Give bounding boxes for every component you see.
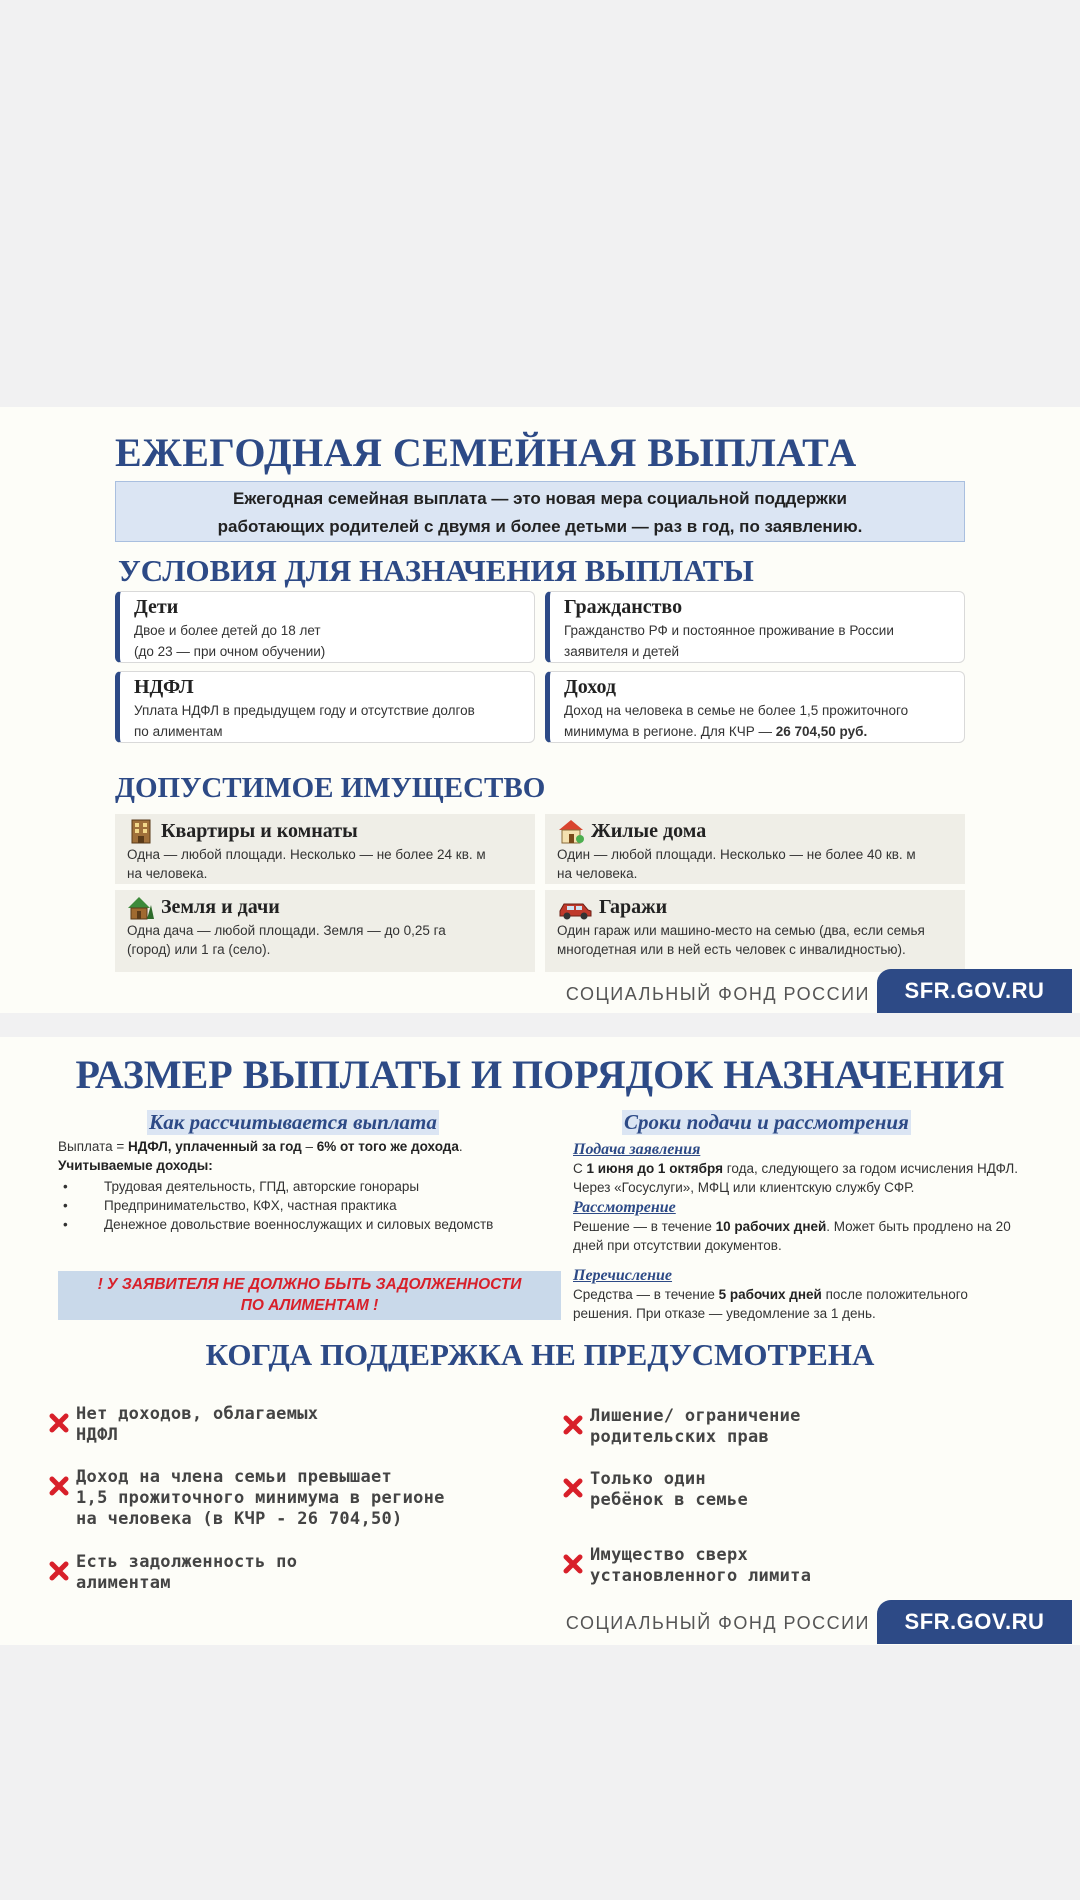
condition-title: Доход [564, 676, 617, 698]
property-text: многодетная или в ней есть человек с инвалидностью). [557, 942, 906, 957]
footer-website-badge: SFR.GOV.RU [877, 969, 1072, 1013]
condition-text: по алиментам [134, 724, 223, 739]
conditions-heading: УСЛОВИЯ ДЛЯ НАЗНАЧЕНИЯ ВЫПЛАТЫ [118, 553, 754, 588]
transfer-heading: Перечисление [573, 1267, 673, 1284]
slide-title: РАЗМЕР ВЫПЛАТЫ И ПОРЯДОК НАЗНАЧЕНИЯ [75, 1052, 1005, 1097]
text-part: . Может быть продлено на 20 [826, 1219, 1011, 1234]
item-line: алиментам [76, 1573, 171, 1593]
property-heading: ДОПУСТИМОЕ ИМУЩЕСТВО [115, 772, 546, 804]
cross-icon [562, 1477, 584, 1499]
property-title: Квартиры и комнаты [161, 819, 358, 842]
text-bold: 1 июня до 1 октября [586, 1161, 723, 1176]
property-card-houses [545, 814, 965, 884]
text-part: года, следующего за годом исчисления НДФЛ. [722, 1161, 1019, 1176]
property-title: Земля и дачи [161, 895, 280, 918]
intro-line: работающих родителей с двумя и более детьми — раз в год, по заявлению. [217, 517, 863, 536]
item-line: 1,5 прожиточного минимума в регионе [76, 1488, 445, 1508]
house-icon [557, 817, 585, 845]
property-text: (город) или 1 га (село). [127, 942, 271, 957]
not-provided-item [562, 1469, 748, 1511]
text-bold: 10 рабочих дней [715, 1219, 827, 1234]
item-line: Доход на члена семьи превышает [76, 1467, 393, 1487]
formula [58, 1137, 528, 1156]
income-label-text: Учитываемые доходы: [58, 1158, 213, 1173]
item-line: ребёнок в семье [590, 1490, 749, 1510]
property-text: Один гараж или машино-место на семью (два, если семья [557, 923, 925, 938]
alimony-alert [58, 1271, 561, 1320]
not-provided-heading: КОГДА ПОДДЕРЖКА НЕ ПРЕДУСМОТРЕНА [205, 1337, 875, 1372]
alert-line: ПО АЛИМЕНТАМ ! [240, 1297, 379, 1314]
review-heading: Рассмотрение [573, 1199, 676, 1216]
apartment-building-icon [127, 817, 155, 845]
condition-text: Двое и более детей до 18 лет [134, 623, 321, 638]
condition-text: (до 23 — при очном обучении) [134, 644, 326, 659]
footer-website-badge: SFR.GOV.RU [877, 1600, 1072, 1644]
slide-family-payment [0, 407, 1080, 1013]
text-part: Решение — в течение [573, 1219, 716, 1234]
cross-icon [48, 1560, 70, 1582]
formula-text: . [458, 1139, 463, 1154]
intro-box [115, 481, 965, 542]
slide-payment-size [0, 1037, 1080, 1645]
property-card-land [115, 890, 535, 972]
property-card-garages [545, 890, 965, 972]
property-text: Один — любой площади. Несколько — не более 40 кв. м [557, 847, 916, 862]
submit-heading: Подача заявления [573, 1141, 701, 1158]
formula-bold: 6% от того же дохода [316, 1139, 459, 1154]
condition-card-ndfl [115, 671, 535, 743]
item-line: родительских прав [590, 1427, 770, 1447]
list-item: • Денежное довольствие военнослужащих и силовых ведомств [58, 1215, 528, 1234]
not-provided-item [562, 1406, 801, 1448]
item-line: Только один [590, 1469, 706, 1489]
transfer-text [573, 1285, 1043, 1304]
not-provided-item [562, 1545, 811, 1587]
terms-subheading: Сроки подачи и рассмотрения [624, 1110, 909, 1134]
condition-text: Гражданство РФ и постоянное проживание в России [564, 623, 894, 638]
not-provided-item [48, 1467, 445, 1530]
item-line: Есть задолженность по [76, 1552, 298, 1572]
condition-card-citizenship [545, 591, 965, 663]
property-title: Гаражи [599, 895, 668, 918]
item-line: на человека (в КЧР - 26 704,50) [76, 1509, 403, 1529]
cabin-icon [127, 893, 155, 921]
calc-subheading: Как рассчитывается выплата [149, 1110, 437, 1134]
cross-icon [48, 1475, 70, 1497]
cross-icon [562, 1553, 584, 1575]
transfer-text: решения. При отказе — уведомление за 1 день. [573, 1306, 876, 1321]
text-part: С [573, 1161, 587, 1176]
property-text: на человека. [127, 866, 208, 881]
formula-text: – [301, 1139, 317, 1154]
property-text: Одна дача — любой площади. Земля — до 0,25 га [127, 923, 446, 938]
not-provided-item [48, 1404, 318, 1446]
property-text: Одна — любой площади. Несколько — не более 24 кв. м [127, 847, 486, 862]
submit-text [573, 1159, 1043, 1178]
submit-text: Через «Госуслуги», МФЦ или клиентскую службу СФР. [573, 1180, 915, 1195]
car-icon [557, 893, 593, 921]
income-label [58, 1156, 528, 1175]
condition-text-part: минимума в регионе. Для КЧР — [564, 724, 776, 739]
text-bold: 5 рабочих дней [718, 1287, 822, 1302]
footer-org-name: СОЦИАЛЬНЫЙ ФОНД РОССИИ [565, 984, 870, 1004]
condition-title: Дети [134, 596, 179, 618]
condition-card-income [545, 671, 965, 743]
condition-card-children [115, 591, 535, 663]
not-provided-item [48, 1552, 297, 1594]
text-part: после положительного [821, 1287, 968, 1302]
calculation-block [58, 1137, 528, 1234]
subsistence-amount: 26 704,50 руб. [775, 724, 868, 739]
condition-text: Доход на человека в семье не более 1,5 прожиточного [564, 703, 909, 718]
income-list [58, 1177, 528, 1234]
property-card-apartments [115, 814, 535, 884]
condition-text: заявителя и детей [564, 644, 680, 659]
item-line: НДФЛ [76, 1425, 119, 1445]
cross-icon [48, 1412, 70, 1434]
condition-title: Гражданство [564, 596, 683, 618]
footer-org-name: СОЦИАЛЬНЫЙ ФОНД РОССИИ [565, 1613, 870, 1633]
item-line: Лишение/ ограничение [590, 1406, 801, 1426]
terms-block [573, 1141, 1043, 1323]
review-text: дней при отсутствии документов. [573, 1238, 782, 1253]
intro-line: Ежегодная семейная выплата — это новая мера социальной поддержки [233, 489, 847, 508]
item-line: Имущество сверх [590, 1545, 749, 1565]
list-item: • Трудовая деятельность, ГПД, авторские гонорары [58, 1177, 528, 1196]
condition-title: НДФЛ [134, 676, 194, 698]
formula-bold: НДФЛ, уплаченный за год [128, 1139, 302, 1154]
condition-text [564, 721, 954, 742]
property-text: на человека. [557, 866, 638, 881]
property-title: Жилые дома [591, 819, 707, 842]
list-item: • Предпринимательство, КФХ, частная практика [58, 1196, 528, 1215]
formula-text: Выплата = [58, 1139, 129, 1154]
item-line: установленного лимита [590, 1566, 812, 1586]
cross-icon [562, 1414, 584, 1436]
text-part: Средства — в течение [573, 1287, 719, 1302]
item-line: Нет доходов, облагаемых [76, 1404, 319, 1424]
review-text [573, 1217, 1043, 1236]
alert-line: ! У ЗАЯВИТЕЛЯ НЕ ДОЛЖНО БЫТЬ ЗАДОЛЖЕННОСТИ [97, 1276, 522, 1293]
condition-text: Уплата НДФЛ в предыдущем году и отсутствие долгов [134, 703, 475, 718]
slide-title: ЕЖЕГОДНАЯ СЕМЕЙНАЯ ВЫПЛАТА [115, 430, 857, 475]
